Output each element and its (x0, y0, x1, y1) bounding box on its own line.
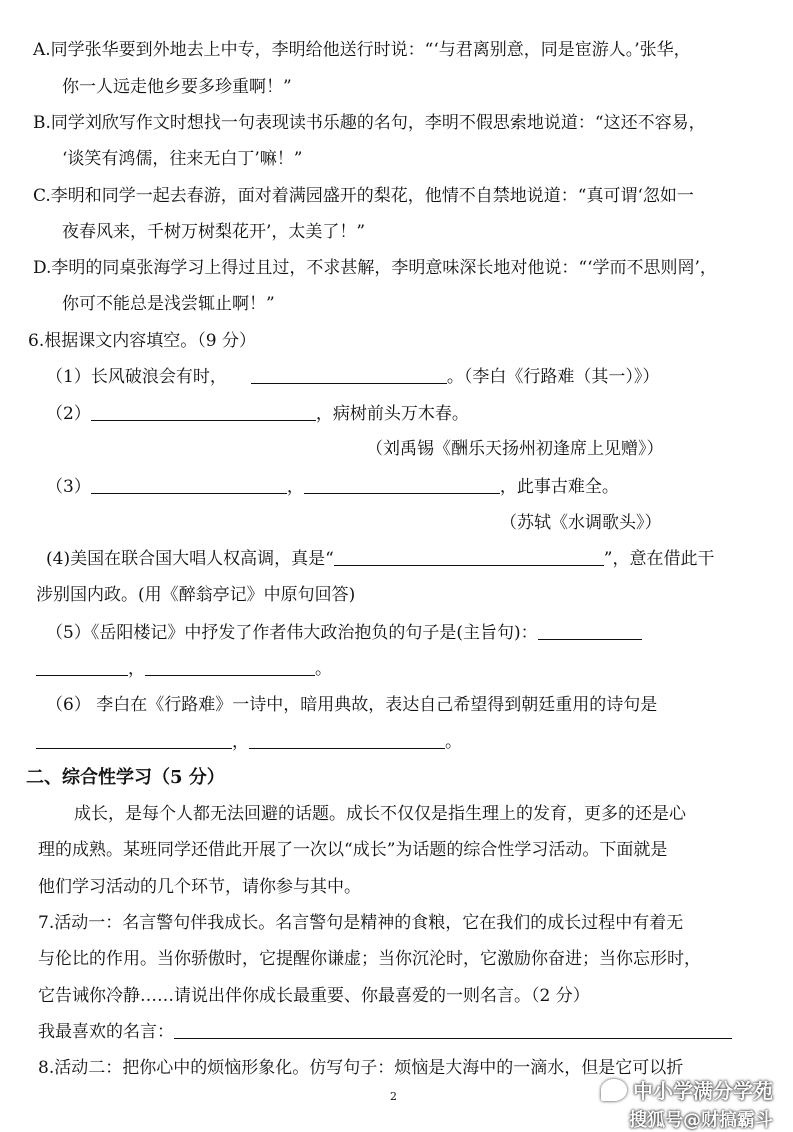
q6-item-2 (46, 403, 469, 425)
q6-item-3-text: ，此事古难全。 (499, 477, 619, 497)
q6-item-5-comma: ， (128, 659, 145, 679)
q5-option-b-line1: B.同学刘欣写作文时想找一句表现读书乐趣的名句，李明不假思索地说道：“这还不容易， (33, 113, 706, 133)
q6-item-2-blank[interactable] (91, 403, 316, 421)
watermark-title: 中小学满分学苑 (633, 1079, 773, 1103)
section-2-paragraph-line3: 他们学习活动的几个环节，请你参与其中。 (38, 877, 361, 897)
q6-item-6-blank-2[interactable] (249, 731, 445, 749)
q6-item-1 (46, 366, 659, 388)
q5-option-c-line2: 夜春风来，千树万树梨花开’，太美了！” (62, 222, 366, 242)
q6-item-5-line2 (36, 658, 332, 680)
q7-line3: 它告诫你冷静……请说出伴你成长最重要、你最喜爱的一则名言。（2 分） (38, 986, 590, 1006)
q6-item-3 (46, 476, 619, 498)
section-2-title: 二、综合性学习（5 分） (26, 767, 225, 788)
q7-answer-line (38, 1021, 732, 1043)
q6-item-2-text: ，病树前头万木春。 (315, 404, 469, 424)
page-number: 2 (390, 1090, 397, 1103)
q6-item-5-blank-3[interactable] (145, 658, 315, 676)
q6-item-6-blank-1[interactable] (36, 731, 232, 749)
q7-answer-blank[interactable] (174, 1021, 732, 1039)
q6-item-4-text-end: ”，意在借此干 (603, 549, 715, 569)
q7-line1: 7.活动一：名言警句伴我成长。名言警句是精神的食粮，它在我们的成长过程中有着无 (38, 913, 684, 933)
watermark (601, 1075, 773, 1132)
q6-item-3-comma: ， (286, 477, 304, 497)
q6-item-3-blank-2[interactable] (304, 476, 500, 494)
q5-option-a-line2: 你一人远走他乡要多珍重啊！” (62, 77, 292, 97)
q7-line2: 与伦比的作用。当你骄傲时，它提醒你谦虚；当你沉沦时，它激励你奋进；当你忘形时， (38, 949, 701, 969)
q6-item-5-text: （5）《岳阳楼记》中抒发了作者伟大政治抱负的句子是(主旨句)： (46, 623, 538, 643)
q5-option-a-line1: A.同学张华要到外地去上中专，李明给他送行时说：“‘与君离别意，同是宦游人。’张华， (33, 40, 691, 60)
q6-item-5-period: 。 (315, 659, 332, 679)
q5-option-b-line2: ‘谈笑有鸿儒，往来无白丁’嘛！” (62, 149, 303, 169)
q6-item-5-blank-1[interactable] (538, 622, 642, 640)
q6-item-1-text: （1）长风破浪会有时， (46, 367, 227, 387)
q6-item-3-blank-1[interactable] (91, 476, 287, 494)
q6-item-5-blank-2[interactable] (36, 658, 128, 676)
q6-item-5-line1 (46, 622, 642, 644)
q6-item-4-line2: 涉别国内政。(用《醉翁亭记》中原句回答) (36, 585, 356, 605)
q6-item-4-text: (4)美国在联合国大唱人权高调，真是“ (46, 549, 334, 569)
q8-line1: 8.活动二：把你心中的烦恼形象化。仿写句子：烦恼是大海中的一滴水，但是它可以折 (38, 1058, 684, 1078)
q6-item-3-source: （苏轼《水调歌头》） (500, 513, 662, 533)
chat-bubble-icon (601, 1079, 627, 1101)
q5-option-d-line2: 你可不能总是浅尝辄止啊！” (62, 294, 275, 314)
watermark-account: 搜狐号@财搞霸斗 (629, 1110, 773, 1131)
q6-title: 6.根据课文内容填空。（9 分） (28, 331, 256, 351)
q6-item-2-source: （刘禹锡《酬乐天扬州初逢席上见赠》） (366, 439, 664, 459)
q7-answer-label: 我最喜欢的名言： (38, 1022, 174, 1042)
q6-item-6-comma: ， (232, 732, 249, 752)
q6-item-3-label: （3） (46, 477, 91, 497)
q6-item-6-line2 (36, 731, 462, 753)
q6-item-2-label: （2） (46, 404, 91, 424)
q6-item-1-source: 。（李白《行路难（其一）》） (446, 367, 660, 387)
q6-item-4-blank[interactable] (334, 548, 604, 566)
q6-item-6-line1: （6） 李白在《行路难》一诗中，暗用典故，表达自己希望得到朝廷重用的诗句是 (46, 695, 658, 715)
q6-item-6-period: 。 (445, 732, 462, 752)
watermark-line1 (601, 1075, 773, 1104)
section-2-paragraph-line2: 理的成熟。某班同学还借此开展了一次以“成长”为话题的综合性学习活动。下面就是 (38, 840, 668, 860)
section-2-paragraph-line1: 成长，是每个人都无法回避的话题。成长不仅仅是指生理上的发育，更多的还是心 (74, 804, 686, 824)
q6-item-4-line1 (46, 548, 714, 570)
q5-option-c-line1: C.李明和同学一起去春游，面对着满园盛开的梨花，他情不自禁地说道：“真可谓‘忽如一 (33, 186, 694, 206)
q5-option-d-line1: D.李明的同桌张海学习上得过且过，不求甚解，李明意味深长地对他说：“‘学而不思则罔’， (33, 258, 717, 278)
q6-item-1-blank[interactable] (251, 366, 447, 384)
